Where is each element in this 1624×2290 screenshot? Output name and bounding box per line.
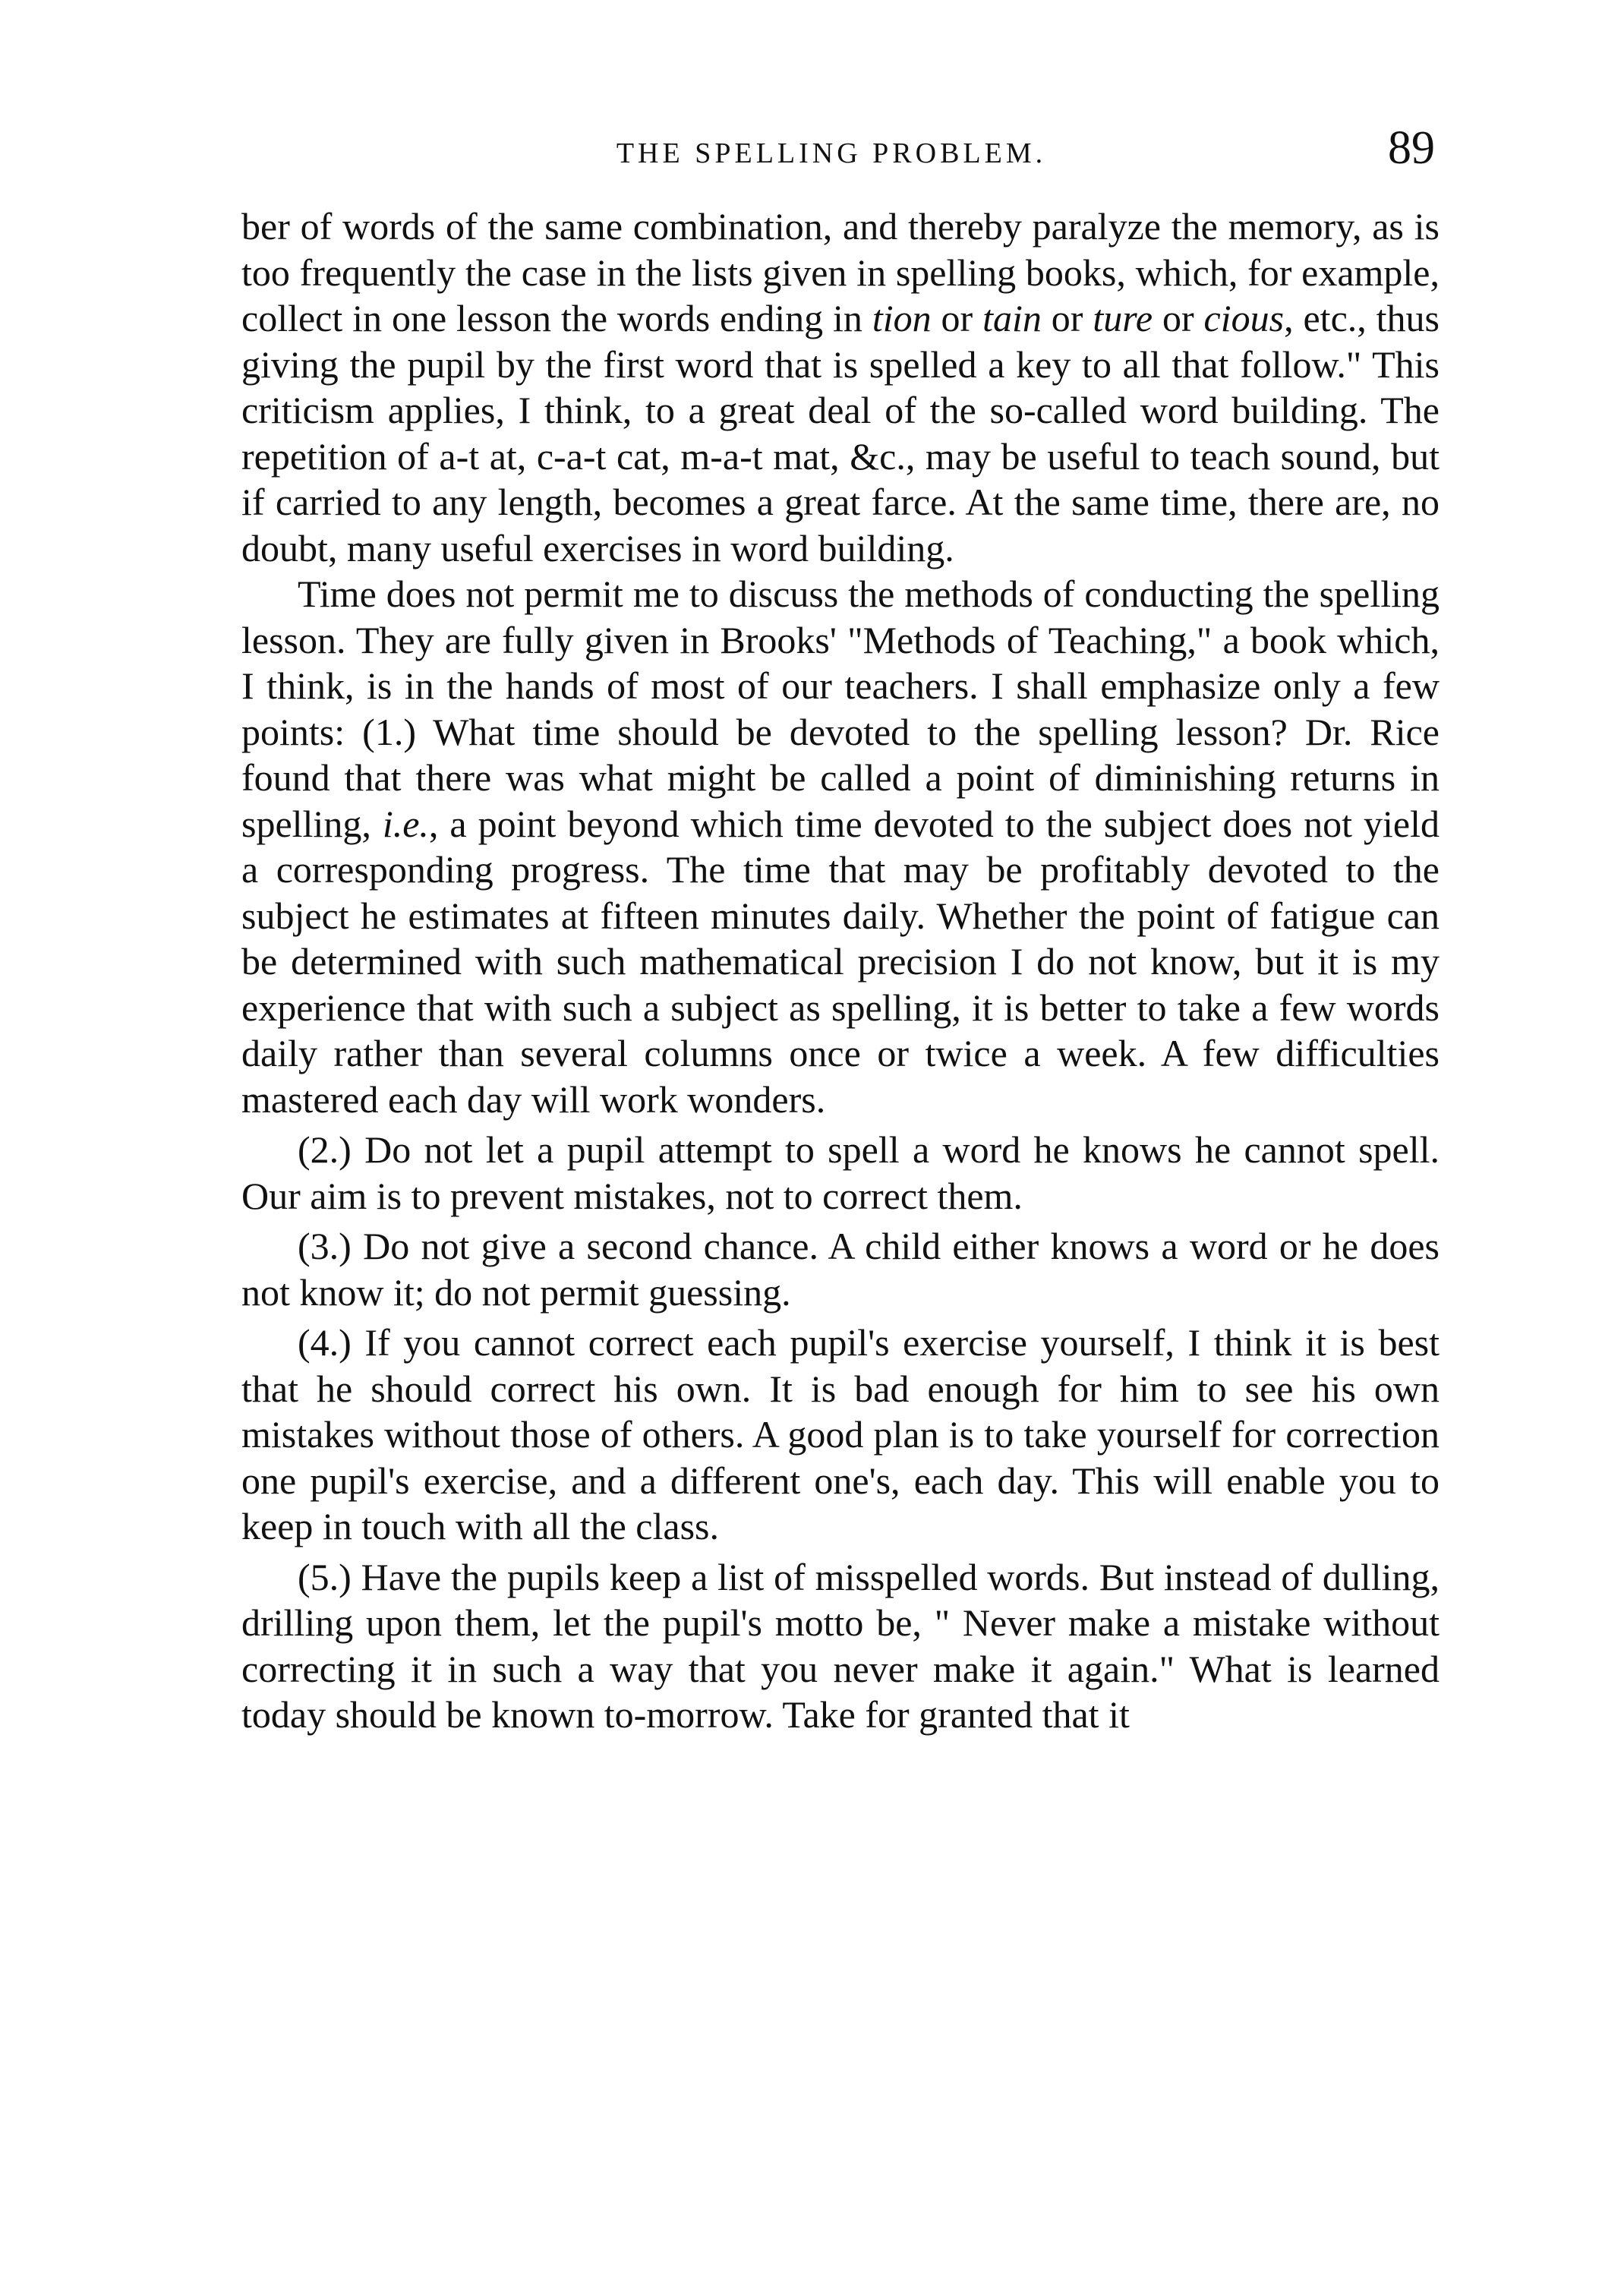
- text-run: (5.) Have the pupils keep a list of misspelled words. But instead of dulling, drilling upon them, let the pupil's motto be, " Never make a mistake without correcting it in such a way that you never make it again." What is learned today should be known to-morrow. Take for granted that it: [241, 1555, 1440, 1736]
- italic-run: cious: [1203, 297, 1285, 339]
- text-run: Time does not permit me to discuss the methods of conducting the spelling lesson. They are fully given in Brooks' "Methods of Teaching," a book which, I think, is in the hands of most of our teachers. I shall emphasize only a few points: (1.) What time should be devoted to the spelling lesson? Dr. Rice found that there was what might be called a point of diminishing returns in spelling,: [241, 572, 1440, 845]
- text-run: , etc., thus giving the pupil by the first word that is spelled a key to all that follow." This criticism applies, I think, to a great deal of the so-called word building. The repetition of a-t at, c-a-t cat, m-a-t mat, &c., may be useful to teach sound, but if carried to any length, becomes a great farce. At the same time, there are, no doubt, many useful exercises in word building.: [241, 297, 1440, 569]
- paragraph-4: [241, 1223, 1440, 1315]
- italic-run: i.e.: [382, 802, 429, 845]
- running-header: [228, 121, 1435, 182]
- page-number: 89: [1388, 122, 1435, 174]
- text-run: or: [931, 297, 983, 339]
- paragraph-1: [241, 203, 1440, 571]
- paragraph-6: [241, 1554, 1440, 1738]
- text-run: ber of words of the same combination, and thereby paralyze the memory, as is too frequently the case in the lists given in spelling books, which, for example, collect in one lesson the words ending in: [241, 205, 1440, 339]
- paragraph-5: [241, 1320, 1440, 1550]
- text-run: or: [1153, 297, 1204, 339]
- text-run: (2.) Do not let a pupil attempt to spell a word he knows he cannot spell. Our aim is to prevent mistakes, not to correct them.: [241, 1128, 1440, 1217]
- text-run: (3.) Do not give a second chance. A child either knows a word or he does not know it; do not permit guessing.: [241, 1225, 1440, 1314]
- paragraph-3: [241, 1127, 1440, 1219]
- paragraph-2: [241, 571, 1440, 1122]
- running-title: THE SPELLING PROBLEM.: [616, 137, 1047, 169]
- italic-run: ture: [1093, 297, 1153, 339]
- text-run: or: [1041, 297, 1093, 339]
- italic-run: tain: [982, 297, 1042, 339]
- italic-run: tion: [872, 297, 932, 339]
- text-run: , a point beyond which time devoted to the subject does not yield a corresponding progress. The time that may be profitably devoted to the subject he estimates at fifteen minutes daily. Whether the point of fatigue can be determined with such mathematical precision I do not know, but it is my experience that with such a subject as spelling, it is better to take a few words daily rather than several columns once or twice a week. A few difficulties mastered each day will work wonders.: [241, 802, 1440, 1121]
- text-run: (4.) If you cannot correct each pupil's exercise yourself, I think it is best that he should correct his own. It is bad enough for him to see his own mistakes without those of others. A good plan is to take yourself for correction one pupil's exercise, and a different one's, each day. This will enable you to keep in touch with all the class.: [241, 1321, 1440, 1547]
- body-text: [241, 203, 1440, 1738]
